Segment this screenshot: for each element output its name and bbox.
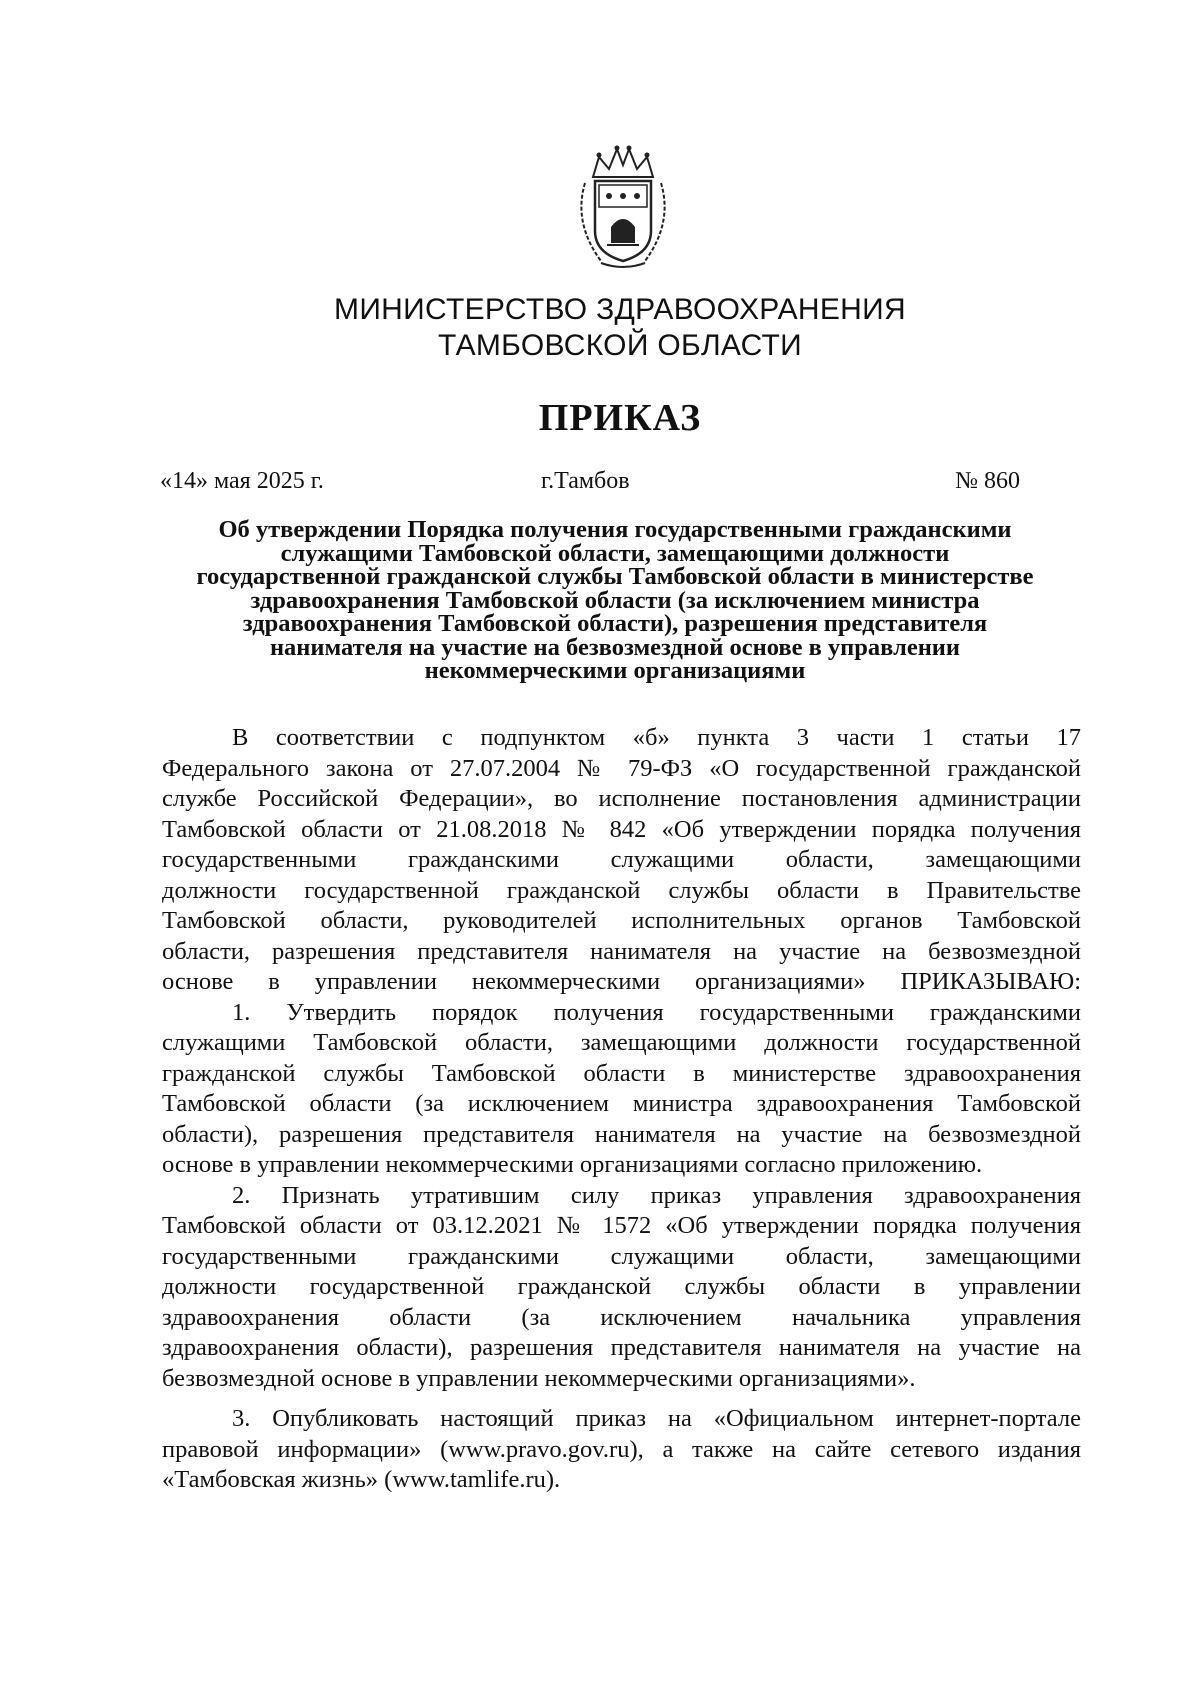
document-date: «14» мая 2025 г. [160, 468, 324, 494]
text-line: службе Российской Федерации», во исполнение постановления администрации [162, 785, 1081, 812]
title-line: нанимателя на участие на безвозмездной основе в управлении [269, 633, 961, 661]
text-line: основе в управлении некоммерческими организациями согласно приложению. [162, 1151, 983, 1178]
text-line: 1. Утвердить порядок получения государственными гражданскими [232, 998, 1081, 1026]
text-line: гражданской службы Тамбовской области в министерстве здравоохранения [162, 1059, 1081, 1087]
document-title [150, 518, 1080, 683]
text-line: основе в управлении некоммерческими организациями» ПРИКАЗЫВАЮ: [162, 968, 1081, 995]
title-line: здравоохранения Тамбовской области (за исключением министра [250, 586, 980, 614]
text-line: «Тамбовская жизнь» (www.tamlife.ru). [162, 1466, 561, 1493]
title-line: здравоохранения Тамбовской области), разрешения представителя [242, 610, 988, 637]
text-line: Тамбовской области от 21.08.2018 № 842 «Об утверждении порядка получения [162, 815, 1081, 843]
text-line: В соответствии с подпунктом «б» пункта 3 части 1 статьи 17 [232, 724, 1081, 751]
text-line: 2. Признать утратившим силу приказ управления здравоохранения [232, 1181, 1081, 1209]
item-1-paragraph [162, 998, 1081, 1181]
ministry-name [200, 292, 1040, 364]
text-line: должности государственной гражданской службы области в Правительстве [162, 876, 1081, 904]
text-line: Тамбовской области (за исключением министра здравоохранения Тамбовской [162, 1090, 1081, 1117]
ministry-line-2: ТАМБОВСКОЙ ОБЛАСТИ [437, 329, 803, 362]
document-type: ПРИКАЗ [538, 397, 702, 439]
coat-of-arms-icon [571, 143, 675, 273]
document-city: г.Тамбов [541, 468, 630, 494]
text-line: Федерального закона от 27.07.2004 № 79-ФЗ «О государственной гражданской [162, 754, 1081, 782]
ministry-line-1: МИНИСТЕРСТВО ЗДРАВООХРАНЕНИЯ [334, 293, 906, 326]
title-line: Об утверждении Порядка получения государственными гражданскими [218, 516, 1012, 543]
title-line: государственной гражданской службы Тамбовской области в министерстве [196, 563, 1034, 590]
text-line: государственными гражданскими служащими области, замещающими [162, 846, 1081, 873]
text-line: 3. Опубликовать настоящий приказ на «Официальном интернет-портале [232, 1405, 1081, 1432]
text-line: правовой информации» (www.pravo.gov.ru), а также на сайте сетевого издания [162, 1435, 1081, 1463]
item-3-paragraph [162, 1404, 1081, 1496]
text-line: здравоохранения области (за исключением начальника управления [162, 1303, 1081, 1331]
text-line: должности государственной гражданской службы области в управлении [162, 1273, 1081, 1300]
item-2-paragraph [162, 1181, 1081, 1395]
text-line: безвозмездной основе в управлении некоммерческими организациями». [162, 1364, 916, 1392]
title-line: служащими Тамбовской области, замещающими должности [280, 539, 950, 567]
document-number: № 860 [955, 468, 1020, 494]
document-body [162, 723, 1081, 1496]
preamble-paragraph [162, 723, 1081, 998]
text-line: области), разрешения представителя нанимателя на участие на безвозмездной [162, 1120, 1081, 1148]
text-line: Тамбовской области, руководителей исполнительных органов Тамбовской [162, 907, 1081, 934]
text-line: Тамбовской области от 03.12.2021 № 1572 «Об утверждении порядка получения [162, 1212, 1081, 1239]
text-line: здравоохранения области), разрешения представителя нанимателя на участие на [162, 1334, 1081, 1361]
title-line: некоммерческими организациями [424, 657, 806, 684]
text-line: области, разрешения представителя нанимателя на участие на безвозмездной [162, 937, 1081, 965]
text-line: государственными гражданскими служащими области, замещающими [162, 1242, 1081, 1270]
text-line: служащими Тамбовской области, замещающими должности государственной [162, 1029, 1081, 1056]
